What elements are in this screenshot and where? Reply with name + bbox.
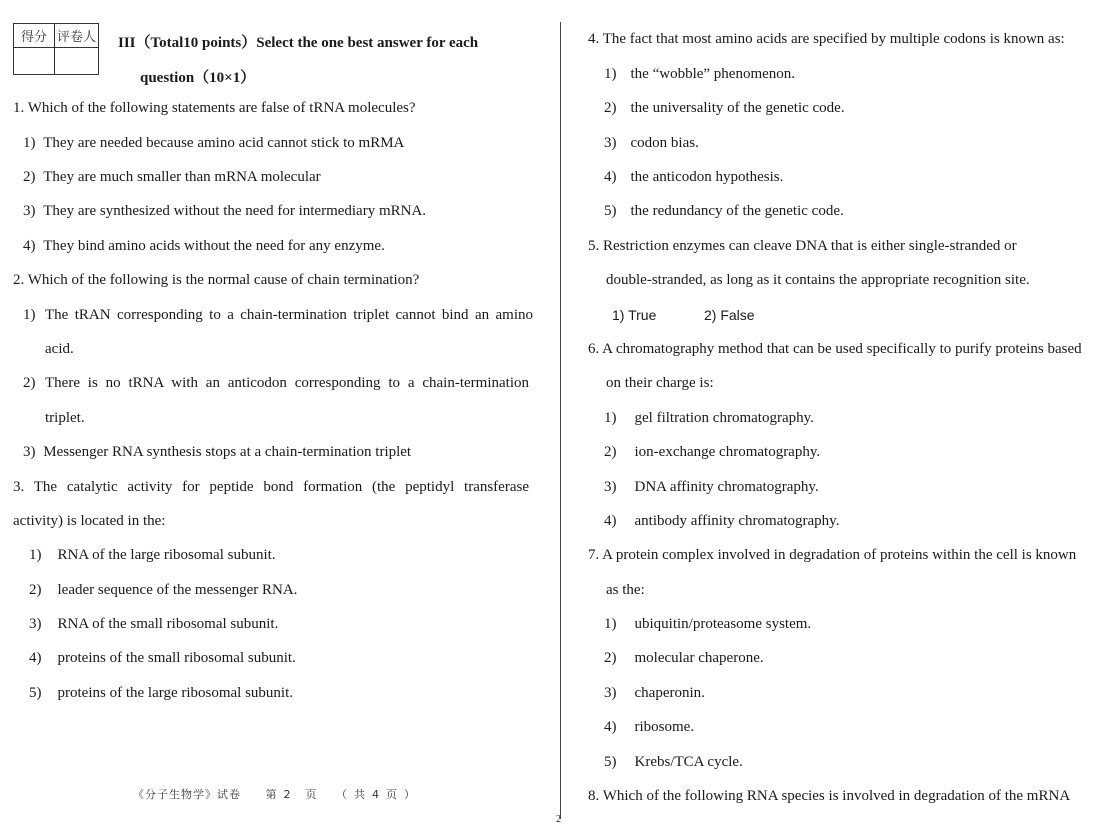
- q1-option-3: [23, 203, 426, 220]
- q3-option-5-num: 5): [29, 685, 42, 701]
- q7-option-5-text: Krebs/TCA cycle.: [634, 754, 743, 770]
- q6-option-2-text: ion-exchange chromatography.: [634, 444, 821, 460]
- footer-total-open: （: [336, 788, 348, 801]
- q6-option-4-num: 4): [604, 513, 617, 529]
- q7-option-1-text: ubiquitin/proteasome system.: [634, 616, 812, 632]
- q3-option-4: [29, 650, 296, 667]
- q3-option-5: [29, 685, 293, 702]
- q2-option-3-text: Messenger RNA synthesis stops at a chain-termination triplet: [43, 444, 412, 460]
- q6-option-3-num: 3): [604, 479, 617, 495]
- q1-option-4-text: They bind amino acids without the need for any enzyme.: [43, 238, 385, 254]
- question-7-stem-line2: as the:: [606, 582, 645, 598]
- question-7-stem-line1: 7. A protein complex involved in degradation of proteins within the cell is known: [588, 547, 1077, 563]
- q4-option-4: [604, 169, 783, 186]
- q6-option-4-text: antibody affinity chromatography.: [634, 513, 840, 529]
- q6-option-2: [604, 444, 820, 461]
- q3-option-3: [29, 616, 278, 633]
- q1-option-1-num: 1): [23, 135, 36, 151]
- footer-page-num: 2: [283, 788, 292, 801]
- q1-option-4-num: 4): [23, 238, 36, 254]
- q7-option-4: [604, 719, 694, 736]
- question-8-stem: 8. Which of the following RNA species is involved in degradation of the mRNA: [588, 788, 1071, 804]
- score-box: [13, 23, 99, 75]
- q4-option-2-num: 2): [604, 100, 617, 116]
- q3-option-2-num: 2): [29, 582, 42, 598]
- q1-option-2-text: They are much smaller than mRNA molecular: [43, 169, 321, 185]
- q6-option-4: [604, 513, 839, 530]
- q3-option-2-text: leader sequence of the messenger RNA.: [57, 582, 298, 598]
- q7-option-4-text: ribosome.: [634, 719, 695, 735]
- q6-option-3: [604, 479, 819, 496]
- q7-option-3-text: chaperonin.: [634, 685, 705, 701]
- q3-option-4-text: proteins of the small ribosomal subunit.: [57, 650, 296, 666]
- footer-total-prefix: 共: [354, 788, 366, 801]
- q3-option-1: [29, 547, 276, 564]
- footer-page-unit: 页: [305, 788, 318, 801]
- q1-option-2-num: 2): [23, 169, 36, 185]
- grader-label: 评卷人: [55, 24, 99, 48]
- q3-option-3-num: 3): [29, 616, 42, 632]
- q3-option-3-text: RNA of the small ribosomal subunit.: [57, 616, 279, 632]
- question-4-stem: 4. The fact that most amino acids are specified by multiple codons is known as:: [588, 31, 1065, 47]
- q4-option-5-text: the redundancy of the genetic code.: [630, 203, 844, 219]
- q4-option-1: [604, 66, 795, 83]
- question-2-stem: 2. Which of the following is the normal cause of chain termination?: [13, 272, 420, 288]
- q1-option-3-num: 3): [23, 203, 36, 219]
- q4-option-4-text: the anticodon hypothesis.: [630, 169, 784, 185]
- q2-option-3: [23, 444, 411, 461]
- bottom-mark: 2: [556, 814, 561, 825]
- page-footer: [133, 786, 422, 802]
- q4-option-2: [604, 100, 845, 117]
- q2-option-2-line2: triplet.: [45, 410, 85, 426]
- q6-option-3-text: DNA affinity chromatography.: [634, 479, 819, 495]
- q4-option-3-text: codon bias.: [630, 135, 699, 151]
- q2-option-2-line1: There is no tRNA with an anticodon corresponding to a chain-termination: [45, 375, 529, 391]
- q4-option-1-num: 1): [604, 66, 617, 82]
- question-6-stem-line2: on their charge is:: [606, 375, 714, 391]
- column-divider: [560, 22, 561, 819]
- q2-option-2-num: 2): [23, 375, 36, 391]
- grader-cell: [55, 48, 99, 75]
- q4-option-5: [604, 203, 844, 220]
- question-5-stem-line2: double-stranded, as long as it contains the appropriate recognition site.: [606, 272, 1030, 288]
- q7-option-2-text: molecular chaperone.: [634, 650, 764, 666]
- score-cell: [14, 48, 55, 75]
- q7-option-1-num: 1): [604, 616, 617, 632]
- question-5-stem-line1: 5. Restriction enzymes can cleave DNA that is either single-stranded or: [588, 238, 1017, 254]
- q2-option-1-num: 1): [23, 307, 36, 323]
- footer-page-prefix: 第: [265, 788, 278, 801]
- q7-option-5-num: 5): [604, 754, 617, 770]
- question-3-stem-line2: activity) is located in the:: [13, 513, 166, 529]
- q7-option-2: [604, 650, 764, 667]
- q1-option-1: [23, 135, 404, 152]
- question-3-stem-line1: 3. The catalytic activity for peptide bond formation (the peptidyl transferase: [13, 479, 529, 495]
- score-label: 得分: [14, 24, 55, 48]
- q1-option-3-text: They are synthesized without the need for intermediary mRNA.: [43, 203, 427, 219]
- footer-total-close: ）: [404, 788, 416, 801]
- q7-option-2-num: 2): [604, 650, 617, 666]
- q3-option-1-text: RNA of the large ribosomal subunit.: [57, 547, 276, 563]
- question-1-stem: 1. Which of the following statements are false of tRNA molecules?: [13, 100, 416, 116]
- q2-option-1-line2: acid.: [45, 341, 74, 357]
- q4-option-3-num: 3): [604, 135, 617, 151]
- q3-option-2: [29, 582, 297, 599]
- q2-option-1-line1: The tRAN corresponding to a chain-termination triplet cannot bind an amino: [45, 307, 533, 323]
- section-title-line2: question（10×1）: [140, 70, 256, 86]
- q6-option-1-num: 1): [604, 410, 617, 426]
- q7-option-1: [604, 616, 811, 633]
- q6-option-2-num: 2): [604, 444, 617, 460]
- q3-option-1-num: 1): [29, 547, 42, 563]
- q7-option-3-num: 3): [604, 685, 617, 701]
- footer-course: 《分子生物学》试卷: [133, 788, 241, 801]
- q4-option-4-num: 4): [604, 169, 617, 185]
- q7-option-5: [604, 754, 743, 771]
- q4-option-5-num: 5): [604, 203, 617, 219]
- q4-option-3: [604, 135, 699, 152]
- q7-option-4-num: 4): [604, 719, 617, 735]
- q1-option-1-text: They are needed because amino acid cannot stick to mRMA: [43, 135, 405, 151]
- footer-total-unit: 页: [386, 788, 398, 801]
- q6-option-1-text: gel filtration chromatography.: [634, 410, 814, 426]
- q5-option-false: 2) False: [704, 307, 755, 323]
- q6-option-1: [604, 410, 814, 427]
- q1-option-4: [23, 238, 385, 255]
- q1-option-2: [23, 169, 321, 186]
- q3-option-4-num: 4): [29, 650, 42, 666]
- q5-option-true: 1) True: [612, 307, 657, 323]
- q4-option-1-text: the “wobble” phenomenon.: [630, 66, 796, 82]
- q2-option-3-num: 3): [23, 444, 36, 460]
- q4-option-2-text: the universality of the genetic code.: [630, 100, 845, 116]
- footer-total-num: 4: [372, 788, 380, 801]
- q7-option-3: [604, 685, 705, 702]
- section-title-line1: III（Total10 points）Select the one best answer for each: [118, 35, 479, 51]
- q3-option-5-text: proteins of the large ribosomal subunit.: [57, 685, 294, 701]
- question-6-stem-line1: 6. A chromatography method that can be used specifically to purify proteins based: [588, 341, 1082, 357]
